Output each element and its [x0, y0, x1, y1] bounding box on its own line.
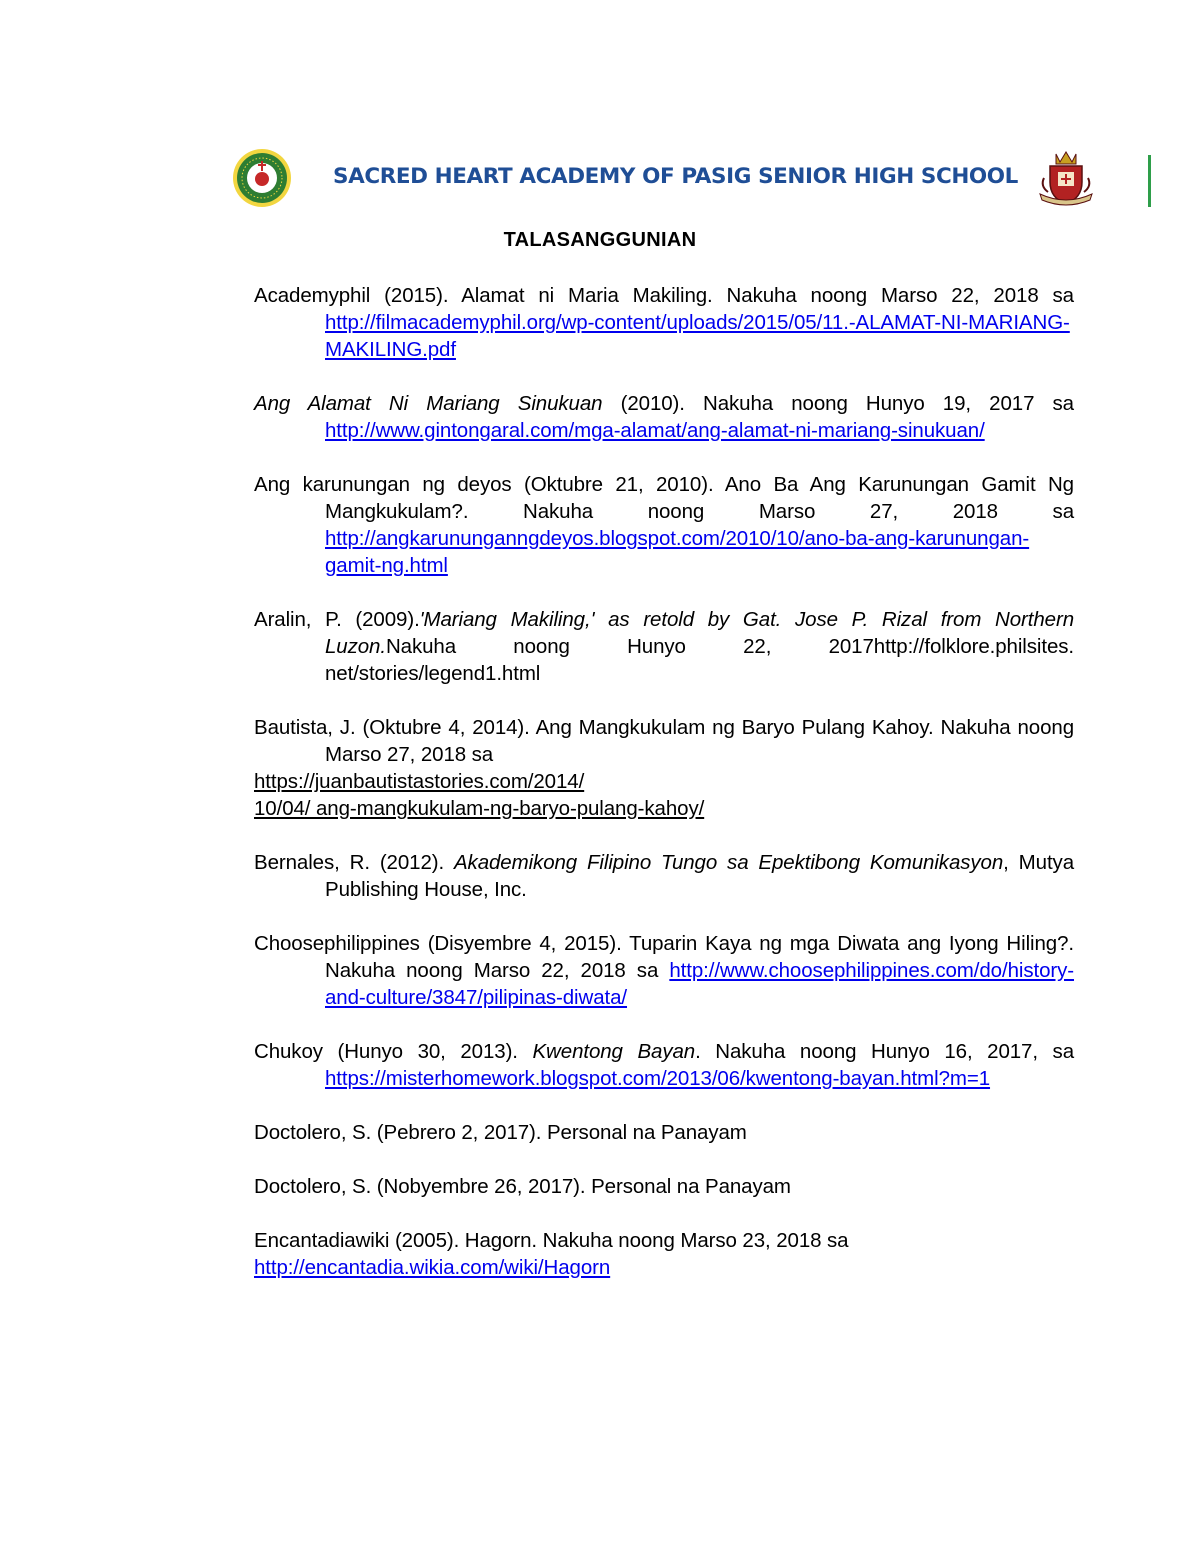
reference-entry — [254, 1119, 1074, 1146]
reference-link[interactable]: https://misterhomework.blogspot.com/2013/06/kwentong-bayan.html?m=1 — [325, 1067, 991, 1090]
reference-entry — [254, 390, 1074, 444]
reference-entry — [254, 471, 1074, 579]
reference-entry — [254, 849, 1074, 903]
school-crest-logo — [1036, 148, 1096, 208]
reference-text: Nakuha noong Hunyo 22, 2017http://folklore.philsites. net/stories/legend1.html — [325, 635, 1074, 685]
document-header — [230, 148, 1110, 208]
reference-title: 'Mariang Makiling,' as retold by Gat. Jose P. Rizal from Northern Luzon. — [325, 608, 1074, 658]
reference-title: Kwentong Bayan — [532, 1040, 696, 1063]
reference-title: Akademikong Filipino Tungo sa Epektibong Komunikasyon — [453, 851, 1004, 874]
reference-text: Bernales, R. (2012). — [254, 851, 454, 874]
reference-entry — [254, 714, 1074, 822]
reference-entry — [254, 1173, 1074, 1200]
reference-title: Ang Alamat Ni Mariang Sinukuan — [254, 392, 603, 415]
reference-link[interactable]: http://filmacademyphil.org/wp-content/uploads/2015/05/11.-ALAMAT-NI-MARIANG-MAKILING.pdf — [325, 311, 1070, 361]
reference-text: Ang karunungan ng deyos (Oktubre 21, 2010). Ano Ba Ang Karunungan Gamit Ng Mangkukulam?. Nakuha noong Marso 27, 2018 sa — [254, 473, 1074, 523]
reference-link[interactable]: 10/04/ ang-mangkukulam-ng-baryo-pulang-kahoy/ — [254, 797, 705, 820]
reference-entry — [254, 1038, 1074, 1092]
reference-text: , Mutya Publishing House, Inc. — [325, 851, 1074, 901]
reference-text: Encantadiawiki (2005). Hagorn. Nakuha noong Marso 23, 2018 sa — [254, 1229, 849, 1252]
reference-link[interactable]: http://www.gintongaral.com/mga-alamat/ang-alamat-ni-mariang-sinukuan/ — [325, 419, 985, 442]
reference-link[interactable]: http://angkarununganngdeyos.blogspot.com/2010/10/ano-ba-ang-karunungan-gamit-ng.html — [325, 527, 1030, 577]
reference-text: . Nakuha noong Hunyo 16, 2017, sa — [695, 1040, 1075, 1063]
page-title: TALASANGGUNIAN — [503, 229, 697, 251]
reference-text: Bautista, J. (Oktubre 4, 2014). Ang Mangkukulam ng Baryo Pulang Kahoy. Nakuha noong Marso 27, 2018 sa — [254, 716, 1074, 766]
reference-entry — [254, 930, 1074, 1011]
reference-text: Academyphil (2015). Alamat ni Maria Makiling. Nakuha noong Marso 22, 2018 sa — [254, 284, 1074, 307]
page-edge-mark — [1148, 155, 1151, 207]
reference-text: Aralin, P. (2009). — [254, 608, 420, 631]
school-seal-logo — [232, 148, 292, 208]
reference-entry — [254, 1227, 1074, 1281]
school-name: SACRED HEART ACADEMY OF PASIG SENIOR HIGH SCHOOL — [333, 164, 1018, 189]
reference-link[interactable]: http://encantadia.wikia.com/wiki/Hagorn — [254, 1256, 611, 1279]
reference-entry — [254, 606, 1074, 687]
reference-text: (2010). Nakuha noong Hunyo 19, 2017 sa — [602, 392, 1074, 415]
reference-text: Doctolero, S. (Pebrero 2, 2017). Personal na Panayam — [254, 1121, 747, 1144]
reference-text: Chukoy (Hunyo 30, 2013). — [254, 1040, 533, 1063]
reference-list — [254, 282, 1074, 1308]
reference-text: Doctolero, S. (Nobyembre 26, 2017). Personal na Panayam — [254, 1175, 791, 1198]
reference-link[interactable]: http://www.choosephilippines.com/do/history-and-culture/3847/pilipinas-diwata/ — [325, 959, 1074, 1009]
reference-text: Choosephilippines (Disyembre 4, 2015). Tuparin Kaya ng mga Diwata ang Iyong Hiling?. Nakuha noong Marso 22, 2018 sa — [254, 932, 1074, 982]
reference-link[interactable]: https://juanbautistastories.com/2014/ — [254, 770, 585, 793]
reference-entry — [254, 282, 1074, 363]
